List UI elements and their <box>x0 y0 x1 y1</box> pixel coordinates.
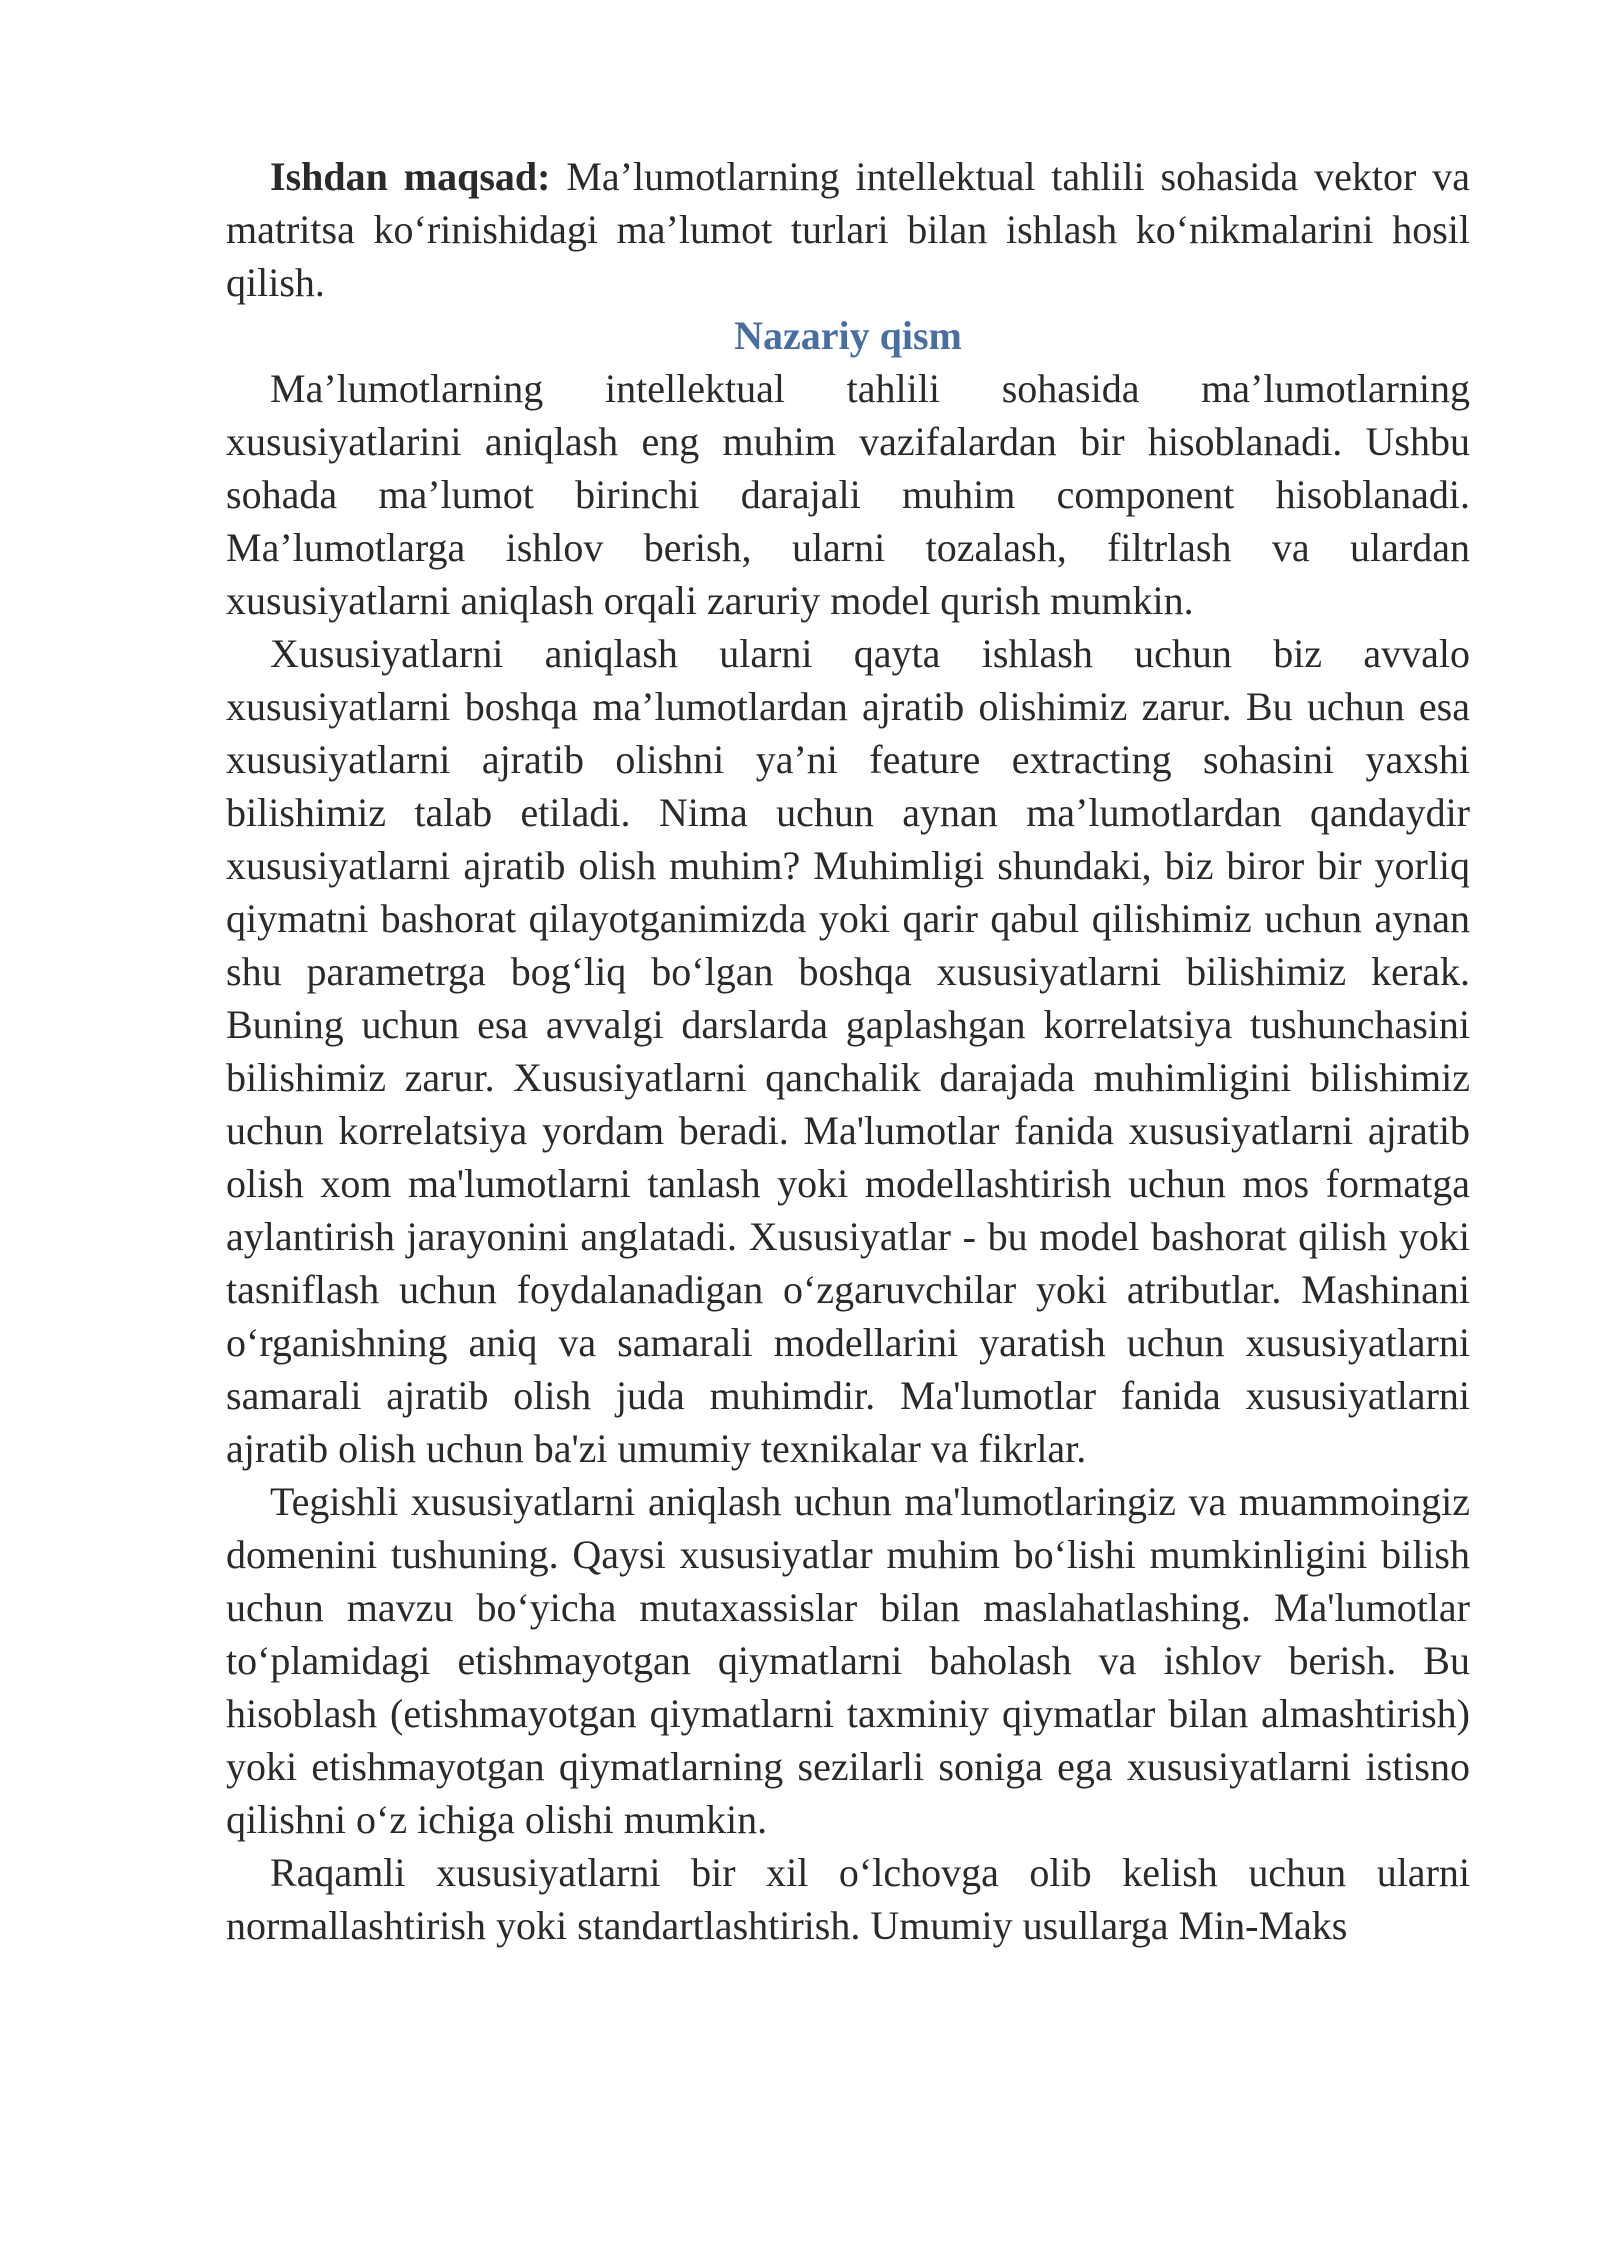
body-paragraph-4: Raqamli xususiyatlarni bir xil o‘lchovga olib kelish uchun ularni normallashtirish yoki standartlashtirish. Umumiy usullarga Min-Maks <box>226 1850 1470 1948</box>
aim-label: Ishdan maqsad: <box>270 154 551 199</box>
aim-text: Ma’lumotlarning intellektual tahlili sohasida vektor va matritsa ko‘rinishidagi ma’lumot turlari bilan ishlash ko‘nikmalarini hosil qilish. <box>226 154 1470 305</box>
document-page <box>226 150 1470 1952</box>
aim-paragraph <box>226 150 1470 309</box>
body-paragraph-3: Tegishli xususiyatlarni aniqlash uchun ma'lumotlaringiz va muammoingiz domenini tushuning. Qaysi xususiyatlar muhim bo‘lishi mumkinligini bilish uchun mavzu bo‘yicha mutaxassislar bilan maslahatlashing. Ma'lumotlar to‘plamidagi etishmayotgan qiymatlarni baholash va ishlov berish. Bu hisoblash (etishmayotgan qiymatlarni taxminiy qiymatlar bilan almashtirish) yoki etishmayotgan qiymatlarning sezilarli soniga ega xususiyatlarni istisno qilishni o‘z ichiga olishi mumkin. <box>226 1479 1470 1842</box>
body-paragraph-2: Xususiyatlarni aniqlash ularni qayta ishlash uchun biz avvalo xususiyatlarni boshqa ma’lumotlardan ajratib olishimiz zarur. Bu uchun esa xususiyatlarni ajratib olishni ya’ni feature extracting sohasini yaxshi bilishimiz talab etiladi. Nima uchun aynan ma’lumotlardan qandaydir xususiyatlarni ajratib olish muhim? Muhimligi shundaki, biz biror bir yorliq qiymatni bashorat qilayotganimizda yoki qarir qabul qilishimiz uchun aynan shu parametrga bog‘liq bo‘lgan boshqa xususiyatlarni bilishimiz kerak. Buning uchun esa avvalgi darslarda gaplashgan korrelatsiya tushunchasini bilishimiz zarur. Xususiyatlarni qanchalik darajada muhimligini bilishimiz uchun korrelatsiya yordam beradi. Ma'lumotlar fanida xususiyatlarni ajratib olish xom ma'lumotlarni tanlash yoki modellashtirish uchun mos formatga aylantirish jarayonini anglatadi. Xususiyatlar - bu model bashorat qilish yoki tasniflash uchun foydalanadigan o‘zgaruvchilar yoki atributlar. Mashinani o‘rganishning aniq va samarali modellarini yaratish uchun xususiyatlarni samarali ajratib olish juda muhimdir. Ma'lumotlar fanida xususiyatlarni ajratib olish uchun ba'zi umumiy texnikalar va fikrlar. <box>226 631 1470 1471</box>
section-heading: Nazariy qism <box>734 313 962 358</box>
body-paragraph-1: Ma’lumotlarning intellektual tahlili sohasida ma’lumotlarning xususiyatlarini aniqlash eng muhim vazifalardan bir hisoblanadi. Ushbu sohada ma’lumot birinchi darajali muhim component hisoblanadi. Ma’lumotlarga ishlov berish, ularni tozalash, filtrlash va ulardan xususiyatlarni aniqlash orqali zaruriy model qurish mumkin. <box>226 366 1470 623</box>
